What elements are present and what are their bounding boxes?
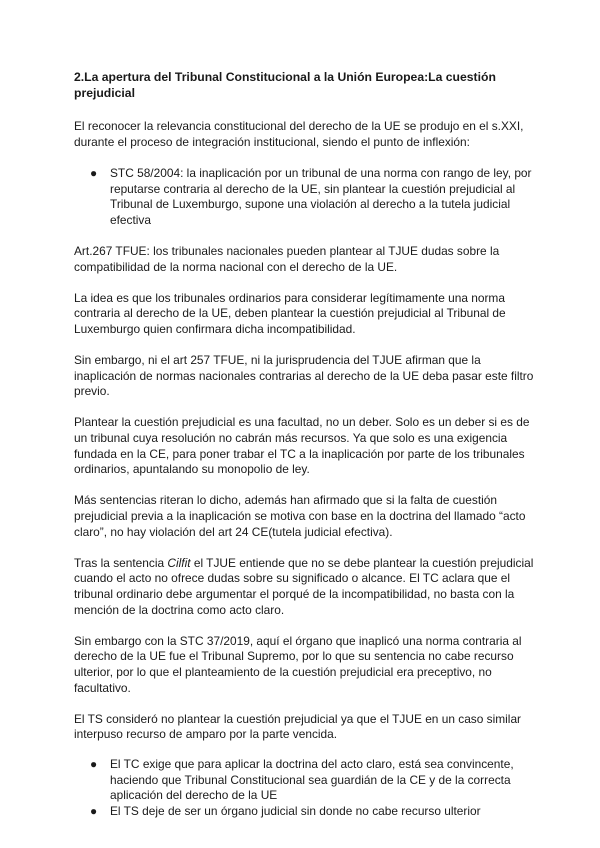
art-267-paragraph: Art.267 TFUE: los tribunales nacionales pueden plantear al TJUE dudas sobre la compatibilidad de la norma nacional con el derecho de la UE.: [74, 243, 500, 274]
section-title: 2.La apertura del Tribunal Constitucional a la Unión Europea:La cuestión prejudicial: [74, 70, 496, 100]
list-item-text: El TS deje de ser un órgano judicial sin donde no cabe recurso ulterior: [110, 803, 481, 818]
sin-embargo-paragraph: Sin embargo, ni el art 257 TFUE, ni la jurisprudencia del TJUE afirman que la inaplicación de normas nacionales contrarias al derecho de la UE deba pasar este filtro previo.: [74, 353, 534, 399]
list-item: [90, 757, 534, 804]
intro-paragraph: El reconocer la relevancia constitucional del derecho de la UE se produjo en el s.XXI, durante el proceso de integración institucional, siendo el punto de inflexión:: [74, 119, 524, 149]
bullet-list-2: [74, 757, 534, 819]
idea-paragraph: La idea es que los tribunales ordinarios para considerar legítimamente una norma contraria al derecho de la UE, deben plantear la cuestión prejudicial al Tribunal de Luxemburgo quien confirmara dicha incompatibilidad.: [74, 290, 506, 336]
bullet-icon: ●: [90, 165, 98, 180]
acto-claro-paragraph: Más sentencias riteran lo dicho, además han afirmado que si la falta de cuestión prejudicial previa a la inaplicación se motiva con base en la doctrina del llamado “acto claro”, no hay violación del art 24 CE(tutela judicial efectiva).: [74, 493, 526, 539]
list-item-text: STC 58/2004: la inaplicación por un tribunal de una norma con rango de ley, por reputarse contraria al derecho de la UE, sin plantear la cuestión prejudicial al Tribunal de Luxemburgo, supone una violación al derecho a la tutela judicial efectiva: [110, 165, 532, 227]
cilfit-emphasis: Cilfit: [167, 555, 191, 570]
list-item: [90, 166, 534, 228]
cilfit-paragraph: [74, 556, 534, 618]
cilfit-pre-text: Tras la sentencia: [74, 555, 168, 570]
ts-paragraph: El TS consideró no plantear la cuestión prejudicial ya que el TJUE en un caso similar interpuso recurso de amparo por la parte vencida.: [74, 711, 522, 742]
list-item: [90, 804, 534, 820]
document-page: [74, 70, 534, 835]
facultad-paragraph: Plantear la cuestión prejudicial es una facultad, no un deber. Solo es un deber si es de un tribunal cuya resolución no cabrán más recursos. Ya que solo es una exigencia fundada en la CE, para poner trabar el TC a la inaplicación por parte de los tribunales ordinarios, apuntalando su monopolio de ley.: [74, 415, 530, 477]
bullet-list-1: [74, 166, 534, 228]
bullet-icon: ●: [90, 756, 98, 771]
list-item-text: El TC exige que para aplicar la doctrina del acto claro, está sea convincente, haciendo que Tribunal Constitucional sea guardián de la CE y de la correcta aplicación del derecho de la UE: [110, 756, 514, 803]
cilfit-post-text: el TJUE entiende que no se debe plantear la cuestión prejudicial cuando el acto no ofrece dudas sobre su significado o alcance. El TC aclara que el tribunal ordinario debe argumentar el porqué de la incompatibilidad, no basta con la mención de la doctrina como acto claro.: [74, 555, 534, 617]
stc-37-2019-paragraph: Sin embargo con la STC 37/2019, aquí el órgano que inaplicó una norma contraria al derecho de la UE fue el Tribunal Supremo, por lo que su sentencia no cabe recurso ulterior, por lo que el planteamiento de la cuestión prejudicial era preceptivo, no facultativo.: [74, 633, 522, 695]
bullet-icon: ●: [90, 803, 98, 818]
